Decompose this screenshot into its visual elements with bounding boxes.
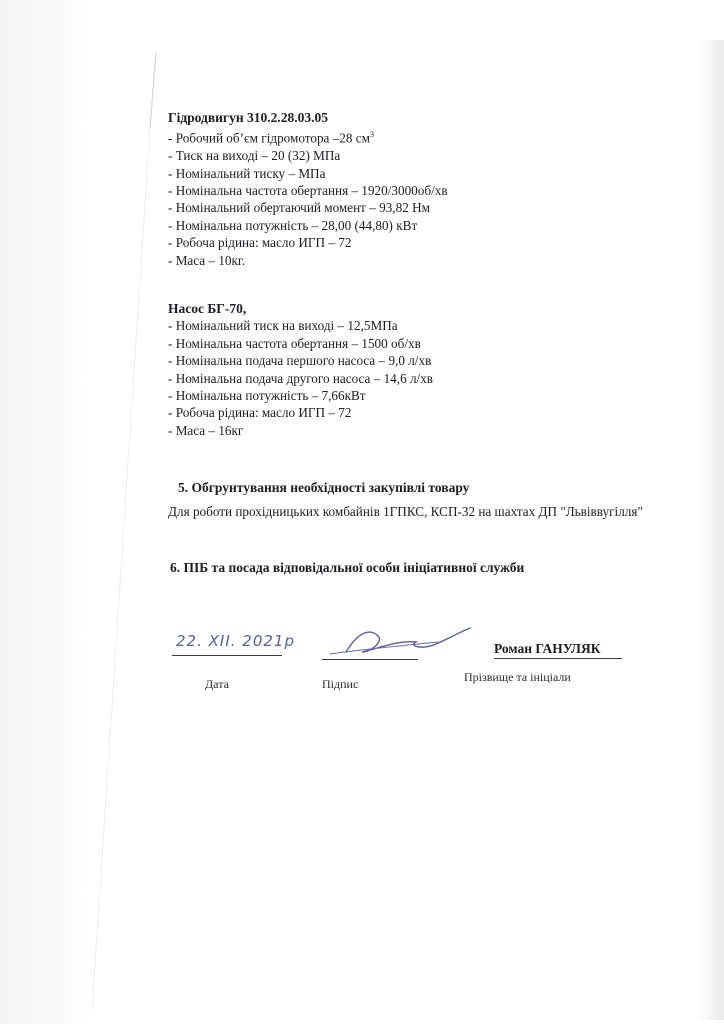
date-underline [172,655,282,656]
responsible-person-name: Роман ГАНУЛЯК [494,641,601,656]
motor-title: Гідродвигун 310.2.28.03.05 [168,110,328,125]
signature-underline [322,659,418,660]
caption-signature: Підпис [322,677,359,691]
pump-spec-line: - Номінальний тиск на виході – 12,5МПа [168,318,398,334]
scan-shadow-left [0,0,86,1024]
motor-spec-line: - Тиск на виході – 20 (32) МПа [168,148,341,164]
section-6-title: 6. ПІБ та посада відповідальної особи ініціативної служби [170,560,525,575]
motor-spec-line: - Номінальна потужність – 28,00 (44,80) кВт [168,217,418,233]
pump-spec-line: - Номінальна частота обертання – 1500 об/хв [168,335,421,351]
motor-spec-line: - Номінальний тиску – МПа [168,165,326,181]
motor-spec-line: - Маса – 10кг. [168,252,246,268]
pump-spec-line: - Маса – 16кг [168,422,244,438]
motor-spec-block [168,109,448,269]
handwritten-date: 22. XII. 2021р [176,632,295,650]
pump-spec-line: - Номінальна подача другого насоса – 14,6 л/хв [168,370,434,386]
caption-date: Дата [205,677,229,691]
pump-spec-line: - Номінальна подача першого насоса – 9,0 л/хв [168,353,432,369]
motor-spec-line: - Робочий об’єм гідромотора –28 $см^3$ [168,130,374,146]
caption-name: Прізвище та ініціали [464,670,571,684]
pump-spec-line: - Робоча рідина: масло ИГП – 72 [168,405,352,421]
pump-spec-line: - Номінальна потужність – 7,66кВт [168,388,366,404]
section-5-body: Для роботи прохідницьких комбайнів 1ГПКС, КСП-32 на шахтах ДП "Львіввугілля" [168,504,643,519]
name-underline [494,658,622,659]
signature-image [318,622,478,664]
pump-title: Насос БГ-70, [168,301,247,316]
pump-spec-block [168,300,433,439]
motor-spec-line: - Номінальна частота обертання – 1920/3000об/хв [168,183,448,199]
section-5-title: 5. Обгрунтування необхідності закупівлі товару [178,480,470,495]
scan-shadow-right [698,40,724,1020]
motor-spec-line: - Номінальний обертаючий момент – 93,82 Нм [168,200,430,216]
superscript-3: 3 [369,130,374,140]
motor-spec-line: - Робоча рідина: масло ИГП – 72 [168,235,352,251]
